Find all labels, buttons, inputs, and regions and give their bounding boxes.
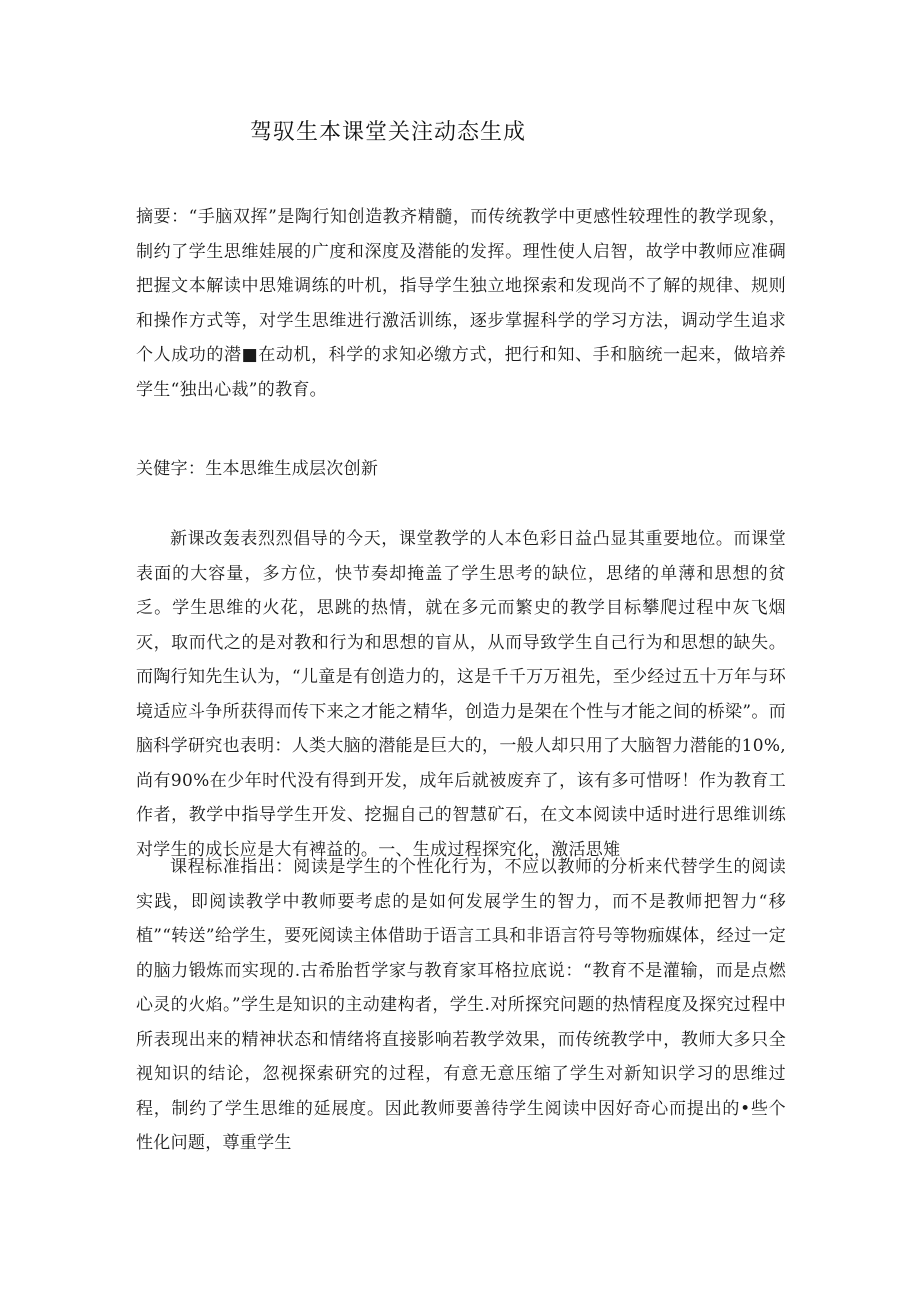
document-title: 驾驭生本课堂关注动态生成	[250, 120, 527, 145]
body-paragraph-2: 课程标准指出：阅读是学生的个性化行为，不应以教师的分析来代替学生的阅读实践，即阅读教学中教师要考虑的是如何发展学生的智力，而不是教师把智力“移植”“转送”给学生，要死阅读主体借助于语言工具和非语言符号等物痂媒体，经过一定的脑力锻炼而实现的.古希胎哲学家与教育家耳格拉底说：“教育不是灌输，而是点燃心灵的火焰。”学生是知识的主动建构者，学生.对所探究问题的热情程度及探究过程中所表现出来的精神状态和情绪将直接影响若教学效果，而传统教学中，教师大多只全视知识的结论，忽视探索研究的过程，有意无意压缩了学生对新知识学习的思维过程，制约了学生思维的延展度。因此教师要善待学生阅读中因好奇心而提出的•些个性化问题，尊重学生	[136, 857, 786, 1153]
abstract-paragraph: 摘要：“手脑双挥”是陶行知创造教齐精髓，而传统教学中更感性较理性的教学现象，制约了学生思维娃展的广度和深度及潜能的发挥。理性使人启智，故学中教师应准碉把握文本解读中思雉调练的叶机，指导学生独立地探索和发现尚不了解的规律、规则和操作方式等，对学生思维进行激活训练，逐步掌握科学的学习方法，调动学生追求个人成功的潜■在动机，科学的求知必缴方式，把行和知、手和脑统一起来，做培养学生“独出心裁”的教育。	[136, 207, 786, 400]
keywords-line: 关健字：生本思维生成层次创新	[136, 459, 379, 479]
body-paragraph-1: 新课改轰表烈烈倡导的今天，课堂教学的人本色彩日益凸显其重要地位。而课堂表面的大容量，多方位，快节奏却掩盖了学生思考的缺位，思绪的单薄和思想的贫乏。学生思维的火花，思跳的热情，就在多元而繁史的教学目标攀爬过程中灰飞烟灭，取而代之的是对教和行为和思想的盲从，从而导致学生自己行为和思想的缺失。而陶行知先生认为，“儿童是有创造力的，这是千千万万祖先，至少经过五十万年与环境适应斗争所获得而传下来之才能之精华，创造力是架在个性与才能之间的桥梁”。而脑科学研究也表明：人类大脑的潜能是巨大的，一般人却只用了大脑智力潜能的10%,尚有90%在少年时代没有得到开发，成年后就被废弃了，该有多可惜呀！作为教育工作者，教学中指导学生开发、挖掘自己的智慧矿石，在文本阅读中适时进行思维训练对学生的成长应是大有裨益的。一、生成过程探究化，激活思雉	[136, 529, 786, 860]
